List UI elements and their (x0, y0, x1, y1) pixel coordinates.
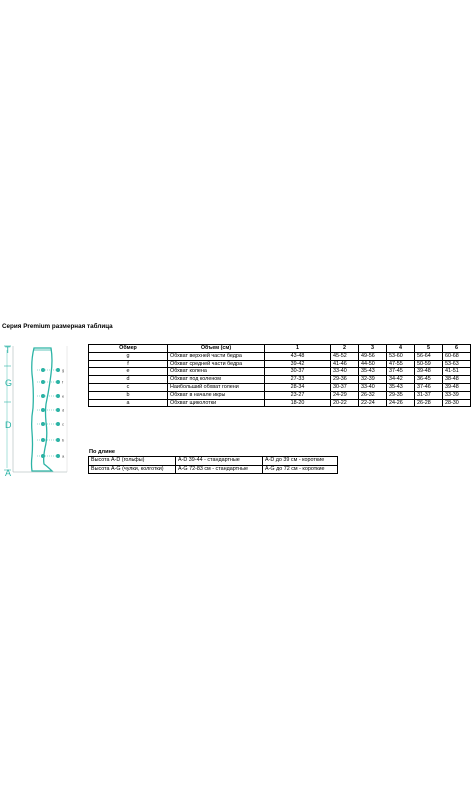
size-value-cell: 34-42 (387, 376, 415, 384)
size-value-cell: 31-37 (415, 391, 443, 399)
size-value-cell: 35-43 (387, 383, 415, 391)
point-marker (41, 454, 45, 458)
point-label: f (62, 379, 64, 385)
size-value-cell: 41-46 (331, 360, 359, 368)
size-value-cell: 50-59 (415, 360, 443, 368)
size-value-cell: 28-30 (443, 399, 471, 407)
header-volume: Объем (см) (168, 345, 265, 353)
page-title: Серия Premium размерная таблица (2, 323, 113, 330)
table-row (89, 368, 471, 376)
length-cell: A-D 39-44 - стандартные (176, 457, 263, 466)
volume-label-cell: Обхват верхней части бедра (168, 352, 265, 360)
size-value-cell: 33-40 (331, 368, 359, 376)
size-value-cell: 53-63 (443, 360, 471, 368)
point-label: d (62, 407, 65, 413)
size-value-cell: 27-33 (265, 376, 331, 384)
size-value-cell: 41-51 (443, 368, 471, 376)
size-value-cell: 22-24 (359, 399, 387, 407)
length-cell: A-D до 39 см - короткие (263, 457, 338, 466)
measure-cell: f (89, 360, 168, 368)
table-row (89, 360, 471, 368)
size-value-cell: 37-45 (387, 368, 415, 376)
size-value-cell: 37-46 (415, 383, 443, 391)
size-value-cell: 18-20 (265, 399, 331, 407)
length-table (88, 456, 338, 474)
measure-cell: g (89, 352, 168, 360)
point-label: c (62, 421, 64, 427)
size-value-cell: 43-48 (265, 352, 331, 360)
volume-label-cell: Обхват средней части бедра (168, 360, 265, 368)
length-cell: Высота A-D (гольфы) (89, 457, 176, 466)
point-marker (41, 380, 45, 384)
point-marker (56, 408, 60, 412)
size-value-cell: 28-34 (265, 383, 331, 391)
size-value-cell: 56-64 (415, 352, 443, 360)
size-value-cell: 33-40 (359, 383, 387, 391)
size-value-cell: 45-52 (331, 352, 359, 360)
measure-cell: a (89, 399, 168, 407)
size-value-cell: 23-27 (265, 391, 331, 399)
size-value-cell: 30-37 (265, 368, 331, 376)
point-marker (56, 422, 60, 426)
point-marker (56, 368, 60, 372)
header-size-1: 1 (265, 345, 331, 353)
point-marker (41, 422, 45, 426)
point-marker (41, 408, 45, 412)
size-value-cell: 29-35 (387, 391, 415, 399)
point-marker (56, 454, 60, 458)
length-cell: A-G до 72 см - короткие (263, 465, 338, 474)
size-value-cell: 53-60 (387, 352, 415, 360)
size-table (88, 344, 471, 407)
header-size-2: 2 (331, 345, 359, 353)
table-row (89, 391, 471, 399)
length-title: По длине (89, 449, 116, 455)
size-value-cell: 20-22 (331, 399, 359, 407)
header-measure: Обмер (89, 345, 168, 353)
measure-cell: c (89, 383, 168, 391)
point-marker (41, 394, 45, 398)
measure-cell: d (89, 376, 168, 384)
volume-label-cell: Обхват колена (168, 368, 265, 376)
size-value-cell: 24-26 (387, 399, 415, 407)
header-size-5: 5 (415, 345, 443, 353)
size-value-cell: 39-48 (415, 368, 443, 376)
label-g: G (5, 378, 13, 388)
size-value-cell: 39-48 (443, 383, 471, 391)
size-value-cell: 32-39 (359, 376, 387, 384)
size-value-cell: 26-28 (415, 399, 443, 407)
size-value-cell: 36-45 (415, 376, 443, 384)
length-cell: A-G 72-83 см - стандартные (176, 465, 263, 474)
point-marker (56, 394, 60, 398)
point-marker (56, 438, 60, 442)
size-value-cell: 29-36 (331, 376, 359, 384)
table-row (89, 376, 471, 384)
point-label: a (62, 453, 65, 459)
size-value-cell: 39-42 (265, 360, 331, 368)
volume-label-cell: Наибольший обхват голени (168, 383, 265, 391)
size-value-cell: 30-37 (331, 383, 359, 391)
leg-measurement-diagram (1, 340, 71, 478)
size-value-cell: 60-68 (443, 352, 471, 360)
point-label: g (62, 367, 65, 373)
length-row (89, 457, 338, 466)
table-row (89, 399, 471, 407)
length-cell: Высота A-G (чулки, колготки) (89, 465, 176, 474)
measurement-points (37, 368, 65, 459)
header-size-6: 6 (443, 345, 471, 353)
measure-cell: b (89, 391, 168, 399)
point-marker (41, 368, 45, 372)
size-value-cell: 26-32 (359, 391, 387, 399)
size-value-cell: 49-56 (359, 352, 387, 360)
measure-cell: e (89, 368, 168, 376)
size-value-cell: 24-29 (331, 391, 359, 399)
size-value-cell: 38-48 (443, 376, 471, 384)
header-size-3: 3 (359, 345, 387, 353)
table-row (89, 383, 471, 391)
size-value-cell: 44-50 (359, 360, 387, 368)
point-label: b (62, 437, 65, 443)
volume-label-cell: Обхват под коленом (168, 376, 265, 384)
size-value-cell: 33-39 (443, 391, 471, 399)
table-header-row (89, 345, 471, 353)
label-d: D (5, 420, 12, 430)
point-marker (41, 438, 45, 442)
size-value-cell: 47-55 (387, 360, 415, 368)
header-size-4: 4 (387, 345, 415, 353)
size-value-cell: 35-43 (359, 368, 387, 376)
label-a: A (5, 468, 12, 478)
point-marker (56, 380, 60, 384)
point-label: e (62, 393, 65, 399)
volume-label-cell: Обхват щиколотки (168, 399, 265, 407)
label-t: T (5, 345, 11, 355)
volume-label-cell: Обхват в начале икры (168, 391, 265, 399)
length-row (89, 465, 338, 474)
table-row (89, 352, 471, 360)
